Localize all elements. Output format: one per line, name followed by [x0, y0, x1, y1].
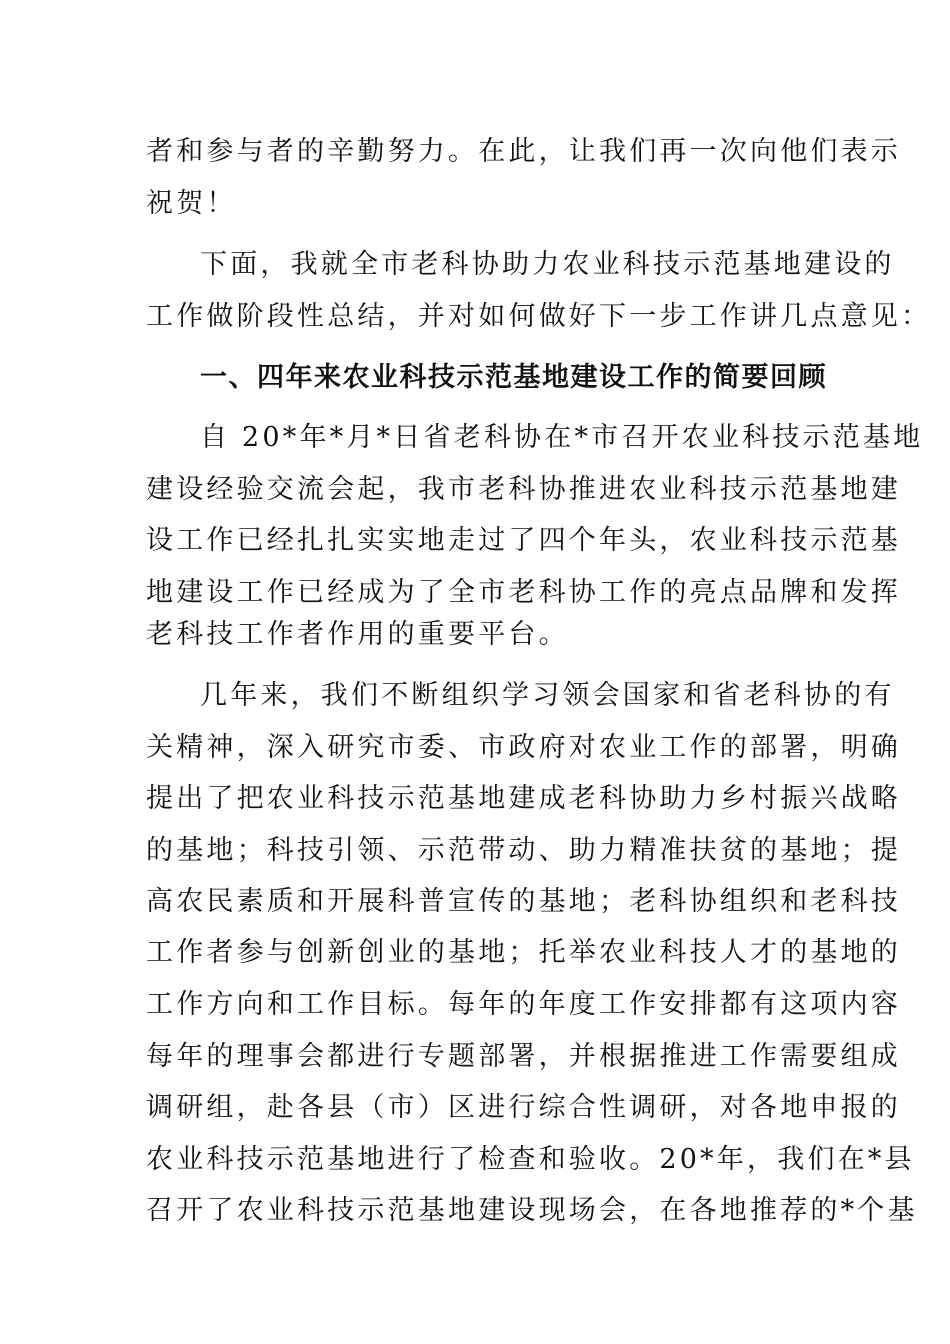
text-line: 者和参与者的辛勤努力。在此，让我们再一次向他们表示 — [146, 136, 901, 167]
text-line: 老科技工作者作用的重要平台。 — [146, 619, 569, 650]
text-line: 的基地；科技引领、示范带动、助力精准扶贫的基地；提 — [146, 835, 901, 866]
text-line: 农业科技示范基地进行了检查和验收。20*年，我们在*县 — [146, 1144, 915, 1175]
text-line: 设工作已经扎扎实实地走过了四个年头，农业科技示范基 — [146, 525, 901, 556]
text-line: 祝贺！ — [146, 188, 237, 219]
text-line: 高农民素质和开展科普宣传的基地；老科协组织和老科技 — [146, 886, 901, 917]
text-line: 建设经验交流会起，我市老科协推进农业科技示范基地建 — [146, 474, 901, 505]
text-line: 提出了把农业科技示范基地建成老科协助力乡村振兴战略 — [146, 783, 901, 814]
text-line: 地建设工作已经成为了全市老科协工作的亮点品牌和发挥 — [146, 577, 901, 608]
text-line: 每年的理事会都进行专题部署，并根据推进工作需要组成 — [146, 1041, 901, 1072]
text-line: 工作者参与创新创业的基地；托举农业科技人才的基地的 — [146, 937, 901, 968]
text-line: 召开了农业科技示范基地建设现场会，在各地推荐的*个基 — [146, 1195, 918, 1226]
text-line: 几年来，我们不断组织学习领会国家和省老科协的有 — [200, 680, 895, 711]
text-line: 自 20*年*月*日省老科协在*市召开农业科技示范基地 — [200, 422, 924, 453]
section-heading: 一、四年来农业科技示范基地建设工作的简要回顾 — [200, 362, 827, 393]
text-line: 关精神，深入研究市委、市政府对农业工作的部署，明确 — [146, 732, 901, 763]
text-line: 工作做阶段性总结，并对如何做好下一步工作讲几点意见： — [146, 301, 932, 332]
text-line: 工作方向和工作目标。每年的年度工作安排都有这项内容 — [146, 989, 901, 1020]
text-line: 下面，我就全市老科协助力农业科技示范基地建设的 — [200, 249, 895, 280]
text-line: 调研组，赴各县（市）区进行综合性调研，对各地申报的 — [146, 1092, 901, 1123]
